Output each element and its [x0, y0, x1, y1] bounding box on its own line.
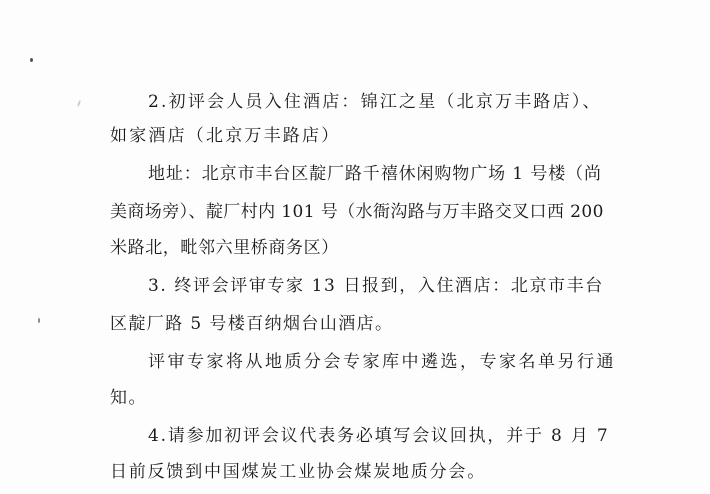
text-line-expert-selection-end: 知。: [110, 388, 147, 408]
text-line-hotel-initial-cont: 如家酒店（北京万丰路店）: [110, 126, 341, 146]
scan-speck: [38, 318, 40, 323]
text-line-hotel-initial: 2.初评会人员入住酒店：锦江之星（北京万丰路店）、: [148, 92, 602, 112]
scan-speck: [77, 100, 81, 107]
text-line-receipt-cont: 日前反馈到中国煤炭工业协会煤炭地质分会。: [110, 462, 486, 482]
text-line-receipt: 4.请参加初评会议代表务必填写会议回执，并于 8 月 7: [148, 426, 610, 446]
text-line-address-end: 米路北，毗邻六里桥商务区）: [110, 238, 339, 258]
text-line-hotel-final: 3. 终评会评审专家 13 日报到，入住酒店：北京市丰台: [148, 276, 604, 296]
text-line-expert-selection: 评审专家将从地质分会专家库中遴选，专家名单另行通: [148, 352, 616, 372]
scan-speck: [30, 58, 33, 62]
text-line-hotel-final-cont: 区靛厂路 5 号楼百纳烟台山酒店。: [110, 314, 394, 334]
text-line-address: 地址：北京市丰台区靛厂路千禧休闲购物广场 1 号楼（尚: [148, 164, 602, 184]
text-line-address-cont: 美商场旁）、靛厂村内 101 号（水衙沟路与万丰路交叉口西 200: [110, 202, 604, 222]
